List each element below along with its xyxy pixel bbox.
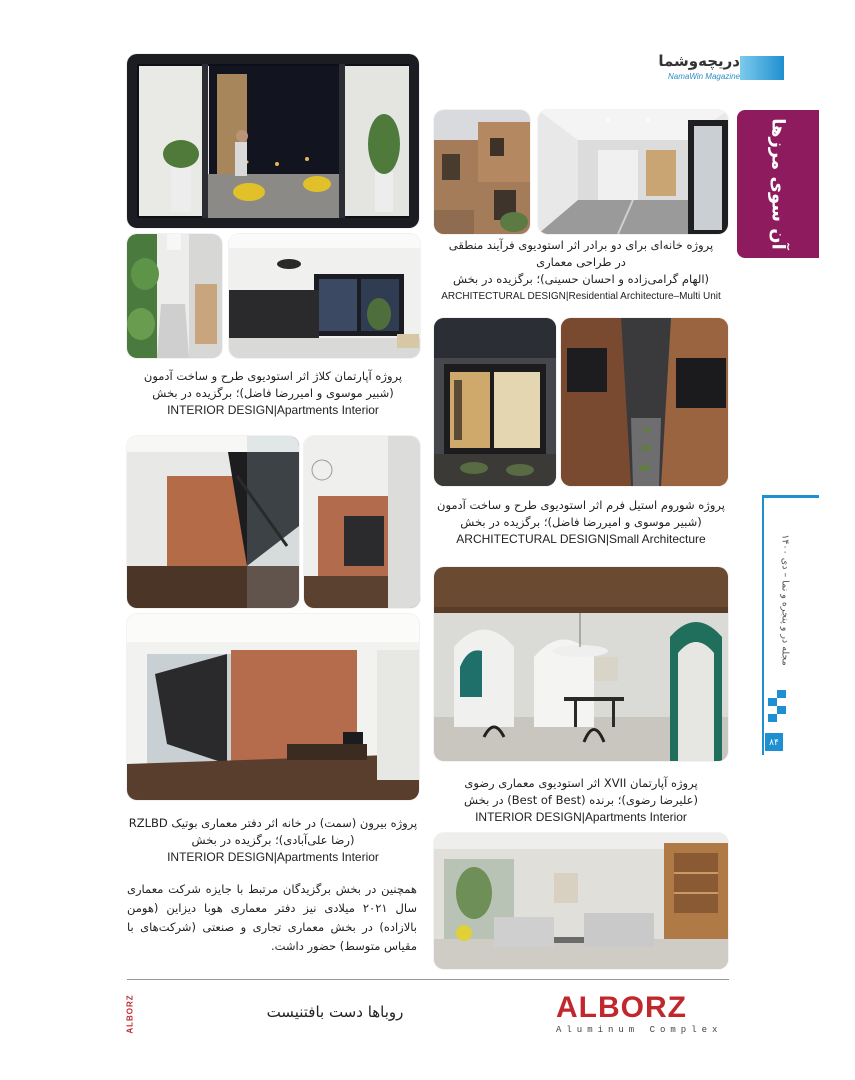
alborz-logo bbox=[556, 993, 732, 1023]
caption-collage-apartment bbox=[127, 368, 419, 419]
logo-color-bar bbox=[740, 56, 784, 80]
caption-out-in-house bbox=[124, 815, 422, 866]
footer-slogan: روباها دست بافتنیست bbox=[266, 1003, 404, 1021]
rail-rule bbox=[762, 495, 819, 498]
caption-line: (علیرضا رضوی)؛ برنده (Best of Best) در بخش bbox=[464, 793, 698, 807]
magazine-logo bbox=[640, 52, 820, 86]
caption-line: پروژه آپارتمان کلاژ اثر استودیوی طرح و ساخت آدمون bbox=[143, 369, 403, 383]
body-paragraph: همچنین در بخش برگزیدگان مرتبط با جایزه شرکت معماری سال ۲۰۲۱ میلادی نیز دفتر معماری هوبا دیزاین (هومن بالازاده) در بخش معماری تجاری و صنعتی (شرکت‌های با مقیاس متوسط) حضور داشت. bbox=[127, 882, 417, 953]
photo-white-corridor bbox=[538, 110, 728, 234]
caption-line: پروژه خانه‌ای برای دو برادر اثر استودیوی فرآیند منطقی bbox=[448, 238, 714, 252]
caption-line: پروژه شوروم استیل فرم اثر استودیوی طرح و ساخت آدمون bbox=[437, 498, 725, 512]
caption-line: پروژه بیرون (سمت) در خانه اثر دفتر معماری بوتیک RZLBD bbox=[128, 816, 418, 830]
photo-stair-brick-wide bbox=[127, 614, 419, 800]
issue-info-text: مجله در و پنجره و نما – دی ۱۴۰۰ bbox=[779, 534, 791, 666]
photo-green-wall-hall bbox=[127, 234, 222, 358]
caption-steel-form-showroom bbox=[430, 497, 732, 548]
photo-brick-facade bbox=[434, 110, 530, 234]
logo-persian: دریچه‌وشما bbox=[658, 52, 740, 70]
caption-category: ARCHITECTURAL DESIGN|Residential Architecture–Multi Unit bbox=[441, 291, 721, 302]
photo-living-window bbox=[229, 234, 420, 358]
caption-category: ARCHITECTURAL DESIGN|Small Architecture bbox=[456, 532, 706, 546]
photo-showroom-night bbox=[434, 318, 556, 486]
rail-vertical-rule bbox=[762, 495, 764, 755]
photo-brick-wall-hall bbox=[304, 436, 420, 608]
footer-vertical-brand-text: ALBORZ bbox=[125, 994, 135, 1034]
caption-line: (شبیر موسوی و امیررضا فاضل)؛ برگزیده در بخش bbox=[152, 386, 394, 400]
footer-rule bbox=[127, 979, 729, 980]
section-title: آن سوی مرزها bbox=[767, 118, 789, 250]
caption-line: (رضا علی‌آبادی)؛ برگزیده در بخش bbox=[191, 833, 355, 847]
caption-category: INTERIOR DESIGN|Apartments Interior bbox=[167, 403, 379, 417]
caption-line: (الهام گرامی‌زاده و احسان حسینی)؛ برگزیده در بخش bbox=[452, 272, 710, 286]
caption-xvii-apartment bbox=[430, 775, 732, 826]
caption-line: در طراحی معماری bbox=[536, 255, 626, 269]
alborz-logo-subtitle: Aluminum Complex bbox=[556, 1025, 723, 1035]
photo-stair-glass bbox=[127, 436, 299, 608]
issue-info bbox=[778, 510, 792, 690]
photo-arches-interior bbox=[434, 567, 728, 761]
alborz-logo-word: ALBORZ bbox=[556, 991, 687, 1024]
footer-vertical-brand bbox=[124, 988, 136, 1040]
photo-living-room bbox=[434, 833, 728, 969]
caption-line: پروژه آپارتمان XVII اثر استودیوی معماری رضوی bbox=[464, 776, 698, 790]
logo-english: NamaWin Magazine bbox=[668, 72, 740, 81]
page-number: ۸۴ bbox=[765, 733, 783, 751]
caption-line: (شبیر موسوی و امیررضا فاضل)؛ برگزیده در بخش bbox=[460, 515, 702, 529]
section-tab bbox=[737, 110, 819, 258]
photo-terrace-night bbox=[127, 54, 419, 228]
caption-category: INTERIOR DESIGN|Apartments Interior bbox=[167, 850, 379, 864]
caption-category: INTERIOR DESIGN|Apartments Interior bbox=[475, 810, 687, 824]
photo-brick-courtyard bbox=[561, 318, 728, 486]
caption-two-brothers-house bbox=[430, 237, 732, 305]
magazine-mark-icon bbox=[768, 690, 786, 722]
